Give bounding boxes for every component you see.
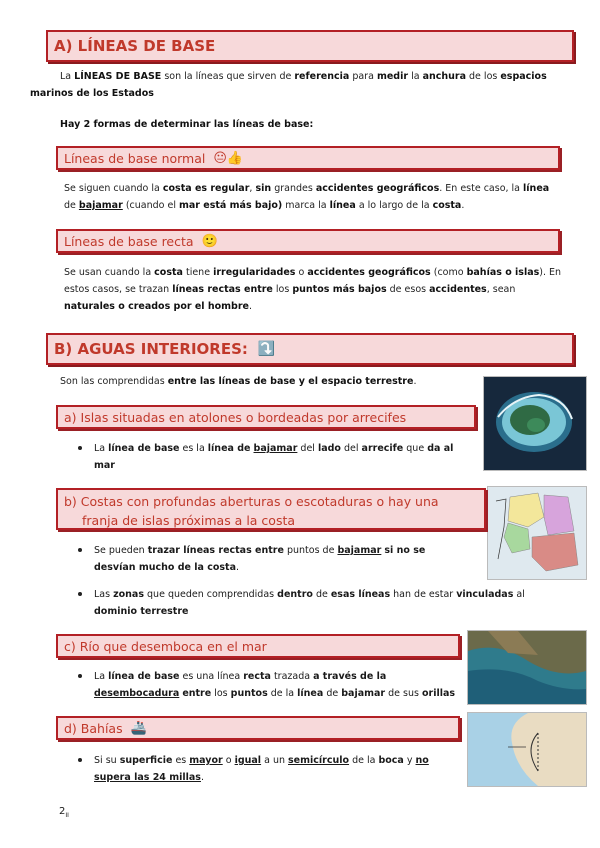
bullet-text xyxy=(94,542,458,576)
text: a un xyxy=(264,755,285,766)
text: La xyxy=(94,443,106,454)
normal-title: Líneas de base normal xyxy=(64,150,206,166)
text: de sus xyxy=(388,688,419,699)
subsection-c-heading xyxy=(56,634,460,658)
text-bold: irregularidades xyxy=(213,267,296,278)
text: . xyxy=(413,376,417,387)
text: para xyxy=(352,71,374,82)
smile-icon: 🙂 xyxy=(201,233,218,249)
text: (como xyxy=(433,267,464,278)
section-b-heading xyxy=(46,333,574,365)
text-bold: zonas xyxy=(113,589,144,600)
text-bold: esas líneas xyxy=(330,589,391,600)
text: y xyxy=(406,755,413,766)
text: o xyxy=(298,267,305,278)
text-bold: da al mar xyxy=(94,443,454,471)
river-mouth-image xyxy=(467,630,587,705)
text-bold: medir xyxy=(376,71,409,82)
text: En estos casos, se trazan xyxy=(64,267,562,295)
text-bold: naturales o creados por el hombre xyxy=(64,301,249,312)
text: tiene xyxy=(185,267,211,278)
bullet-text xyxy=(94,440,458,474)
section-b-intro xyxy=(60,373,480,390)
subsection-c-title: c) Río que desemboca en el mar xyxy=(64,638,267,654)
text: es xyxy=(175,755,187,766)
text: Se siguen cuando la xyxy=(64,183,160,194)
recta-title: Líneas de base recta xyxy=(64,233,194,249)
text: . xyxy=(236,562,240,573)
text-bold: arrecife xyxy=(361,443,404,454)
text: grandes xyxy=(274,183,313,194)
subsection-b-heading xyxy=(56,488,486,530)
text-bold: costa xyxy=(154,267,183,278)
text-bold: sin xyxy=(255,183,272,194)
title-line: franja de islas próximas a la costa xyxy=(82,513,296,528)
text: los xyxy=(275,284,290,295)
neutral-face-thumbs-up-icon: 😐👍 xyxy=(213,150,244,166)
text: a lo largo de la xyxy=(358,200,430,211)
atoll-image xyxy=(483,376,587,471)
text: de xyxy=(315,589,328,600)
text: , sean xyxy=(486,284,516,295)
bullet-dot xyxy=(78,592,82,596)
recta-heading xyxy=(56,229,560,253)
page-number xyxy=(59,806,69,819)
arrow-down-icon: ⤵️ xyxy=(257,341,276,357)
bullet-dot xyxy=(78,758,82,762)
text: , xyxy=(249,183,253,194)
text: . En este caso, la xyxy=(439,183,521,194)
text: los xyxy=(214,688,228,699)
subsection-d-bullet xyxy=(78,752,458,786)
subsection-c-bullet xyxy=(78,668,458,702)
text: son la líneas que sirven de xyxy=(164,71,292,82)
text-bold: superficie xyxy=(119,755,173,766)
text-bold: línea de base xyxy=(108,443,180,454)
section-a-title: A) LÍNEAS DE BASE xyxy=(54,37,216,55)
text: de esos xyxy=(389,284,427,295)
text: al xyxy=(516,589,525,600)
text-bold: Hay 2 formas de determinar las líneas de base: xyxy=(60,119,314,130)
text-bold: espacios marinos de los Estados xyxy=(30,71,547,99)
text-bold: línea de xyxy=(207,443,251,454)
text: Si su xyxy=(94,755,117,766)
text: es una línea xyxy=(182,671,241,682)
subsection-b-title xyxy=(64,492,439,530)
subsection-d-heading xyxy=(56,716,460,740)
coast-map-image xyxy=(487,486,587,580)
text: . xyxy=(200,772,204,783)
section-a-intro xyxy=(30,68,570,102)
text-bold: boca xyxy=(378,755,404,766)
text: ). xyxy=(539,267,546,278)
text-bold: accidentes geográficos xyxy=(307,267,431,278)
text: Son las comprendidas xyxy=(60,376,165,387)
text-bold: referencia xyxy=(294,71,350,82)
text-bold: bahías o islas xyxy=(466,267,540,278)
text-bold: vinculadas xyxy=(456,589,514,600)
recta-paragraph xyxy=(64,264,564,315)
text: Se pueden xyxy=(94,545,145,556)
normal-paragraph xyxy=(64,180,564,214)
text-bold: líneas rectas entre xyxy=(172,284,273,295)
subsection-b-bullet-1 xyxy=(78,542,458,576)
text-bold: orillas xyxy=(422,688,456,699)
text: que xyxy=(406,443,425,454)
section-b-title: B) AGUAS INTERIORES: xyxy=(54,340,248,358)
text: . xyxy=(248,301,253,312)
text: de la xyxy=(352,755,376,766)
ship-icon: 🚢 xyxy=(130,720,147,736)
bay-diagram-image xyxy=(467,712,587,787)
text-bold: trazar líneas rectas entre xyxy=(147,545,284,556)
text-bold: bajamar xyxy=(341,688,386,699)
text-bold-underline: mayor xyxy=(189,755,223,766)
text-bold: si no se desvían mucho de la costa xyxy=(94,545,426,573)
normal-heading xyxy=(56,146,560,170)
section-a-heading xyxy=(46,30,574,62)
bullet-dot xyxy=(78,446,82,450)
text: de la xyxy=(270,688,295,699)
text: han de estar xyxy=(393,589,454,600)
text-bold: puntos más bajos xyxy=(292,284,387,295)
text: de los xyxy=(469,71,498,82)
text-bold-underline: bajamar xyxy=(78,200,123,211)
text-bold: entre las líneas de base y el espacio terrestre xyxy=(167,376,414,387)
text-bold-underline: semicírculo xyxy=(288,755,350,766)
subsection-d-title: d) Bahías xyxy=(64,720,123,736)
text: La xyxy=(94,671,106,682)
text: (cuando el xyxy=(125,200,176,211)
text-bold-underline: no supera las 24 millas xyxy=(94,755,429,783)
text: o xyxy=(225,755,232,766)
text-bold: entre xyxy=(182,688,212,699)
bullet-text xyxy=(94,668,458,702)
atoll-picture xyxy=(484,377,586,470)
text-bold: línea de base xyxy=(108,671,180,682)
text: que queden comprendidas xyxy=(147,589,275,600)
text-bold-underline: bajamar xyxy=(253,443,298,454)
text-bold: anchura xyxy=(422,71,466,82)
subsection-a-title: a) Islas situadas en atolones o bordeadas por arrecifes xyxy=(64,409,407,425)
text: puntos de xyxy=(286,545,335,556)
text-bold: costa xyxy=(432,200,462,211)
bay-diagram-picture xyxy=(468,713,586,786)
text: . xyxy=(461,200,465,211)
text-bold: costa es regular xyxy=(162,183,250,194)
page-number-main: 2 xyxy=(59,806,66,817)
text-bold: dominio terrestre xyxy=(94,606,189,617)
subsection-b-bullet-2 xyxy=(78,586,548,620)
text: la xyxy=(411,71,420,82)
text-bold: línea xyxy=(329,200,356,211)
text: de xyxy=(64,200,76,211)
text-bold: accidentes geográficos xyxy=(315,183,440,194)
subsection-a-heading xyxy=(56,405,476,429)
bullet-text xyxy=(94,586,548,620)
coast-map-picture xyxy=(488,487,586,579)
text: trazada xyxy=(273,671,311,682)
bullet-dot xyxy=(78,674,82,678)
text-bold: dentro xyxy=(277,589,313,600)
text-bold: LÍNEAS DE BASE xyxy=(74,71,162,82)
bullet-text xyxy=(94,752,458,786)
forms-heading xyxy=(60,116,560,133)
text-bold: lado xyxy=(317,443,341,454)
text-bold: recta xyxy=(243,671,271,682)
text-bold: mar está más bajo) xyxy=(178,200,283,211)
text: es la xyxy=(182,443,205,454)
text-bold: línea xyxy=(523,183,550,194)
text: de xyxy=(326,688,339,699)
bullet-dot xyxy=(78,548,82,552)
text-bold: línea xyxy=(297,688,324,699)
text: La xyxy=(60,71,72,82)
text: Las xyxy=(94,589,111,600)
text-bold-underline: bajamar xyxy=(337,545,382,556)
text: marca la xyxy=(285,200,327,211)
text-bold: accidentes xyxy=(429,284,487,295)
text-bold: puntos xyxy=(230,688,268,699)
page-number-sub: II xyxy=(65,812,69,819)
title-line: b) Costas con profundas aberturas o escotaduras o hay una xyxy=(64,494,439,509)
river-mouth-picture xyxy=(468,631,586,704)
text-bold-underline: desembocadura xyxy=(94,688,180,699)
subsection-a-bullet xyxy=(78,440,458,474)
text-bold: a través de la xyxy=(313,671,387,682)
text-bold-underline: igual xyxy=(234,755,262,766)
text: del xyxy=(344,443,359,454)
text: Se usan cuando la xyxy=(64,267,152,278)
text: del xyxy=(300,443,315,454)
